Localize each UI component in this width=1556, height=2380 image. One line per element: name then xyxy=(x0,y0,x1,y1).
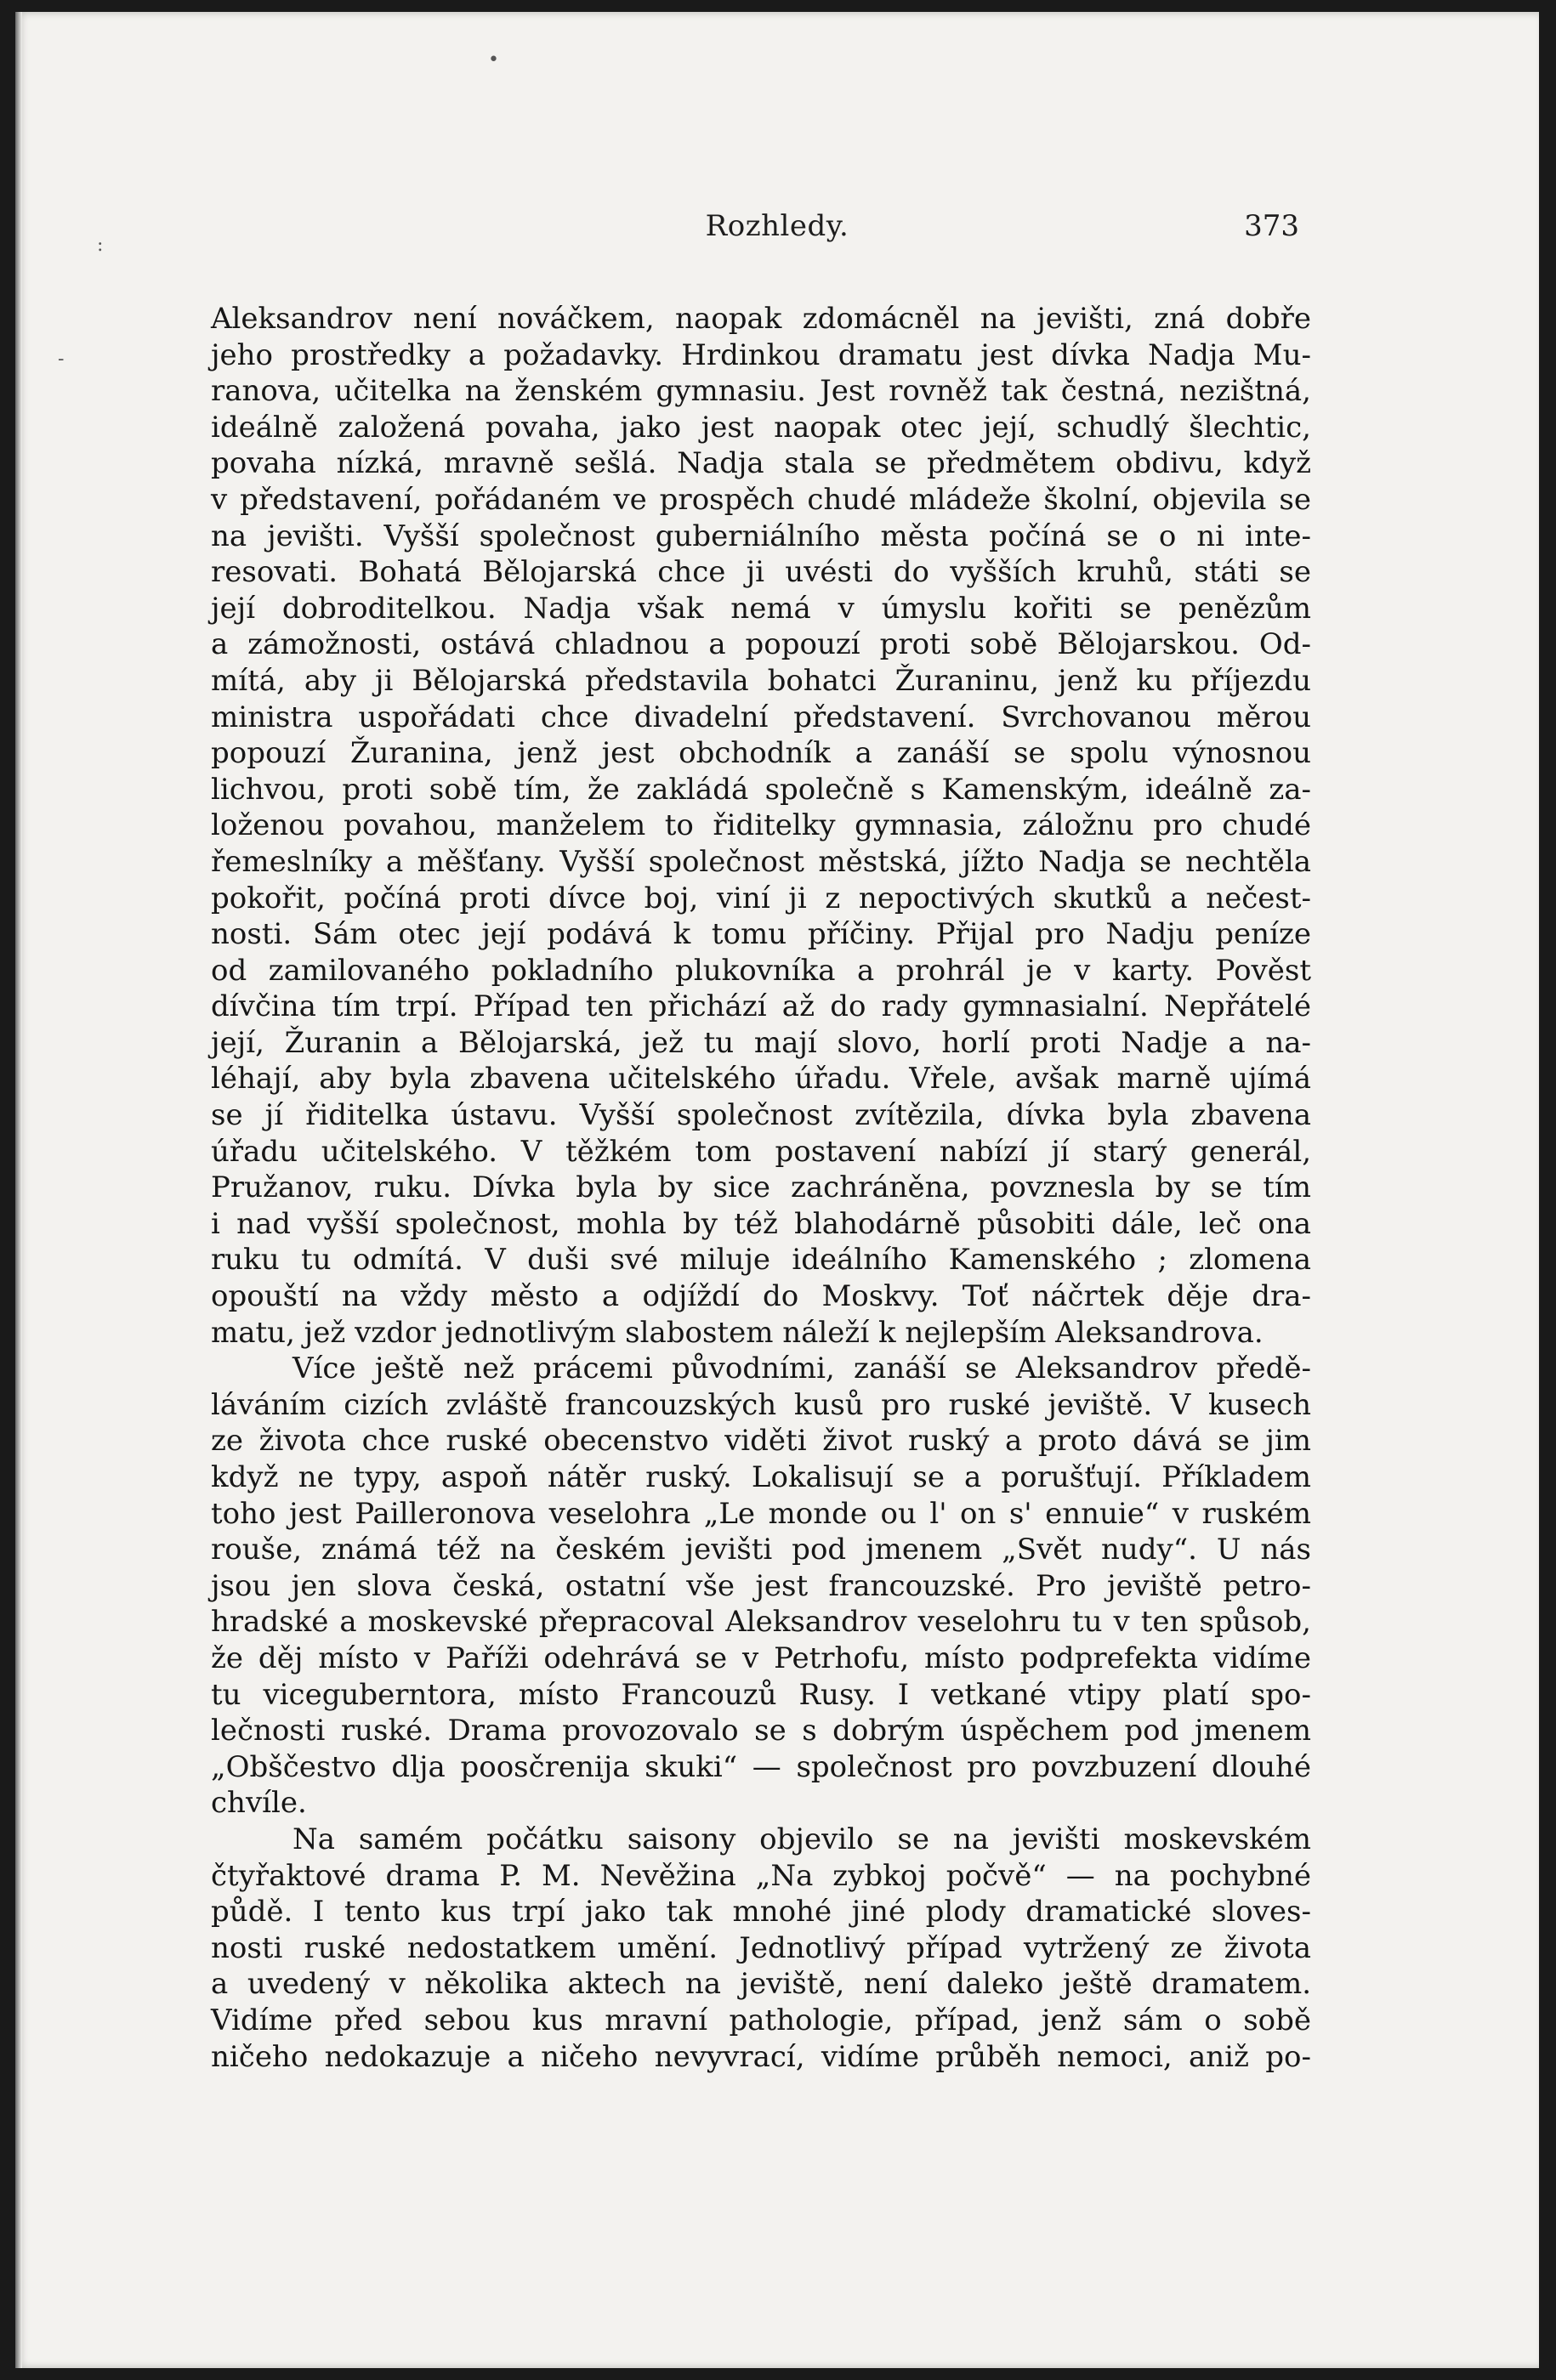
text-line: loženou povahou, manželem to řiditelky gymnasia, záložnu pro chudé xyxy=(211,808,1311,843)
text-line: ministra uspořádati chce divadelní představení. Svrchovanou měrou xyxy=(211,700,1311,734)
text-line: matu, jež vzdor jednotlivým slabostem náleží k nejlepším Aleksandrova. xyxy=(211,1315,1264,1350)
text-line: jsou jen slova česká, ostatní vše jest francouzské. Pro jeviště petro- xyxy=(211,1568,1311,1603)
text-line: opouští na vždy město a odjíždí do Moskvy. Toť náčrtek děje dra- xyxy=(211,1279,1311,1314)
text-line: Vidíme před sebou kus mravní pathologie, případ, jenž sám o sobě xyxy=(211,2003,1311,2037)
text-line: Aleksandrov není nováčkem, naopak zdomácněl na jevišti, zná dobře xyxy=(211,302,1311,336)
text-line: Pružanov, ruku. Dívka byla by sice zachráněna, povznesla by se tím xyxy=(211,1170,1311,1205)
scan-speck-icon: • xyxy=(488,49,499,71)
text-line: ze života chce ruské obecenstvo viděti život ruský a proto dává se jim xyxy=(211,1424,1311,1459)
body-text xyxy=(211,301,1311,2075)
text-line: že děj místo v Paříži odehrává se v Petrhofu, místo podprefekta vidíme xyxy=(211,1640,1311,1675)
text-line: v představení, pořádaném ve prospěch chudé mládeže školní, objevila se xyxy=(211,482,1311,517)
text-line: „Obščestvo dlja poosčrenija skuki“ — společnost pro povzbuzení dlouhé xyxy=(211,1749,1311,1784)
text-line: i nad vyšší společnost, mohla by též blahodárně působiti dále, leč ona xyxy=(211,1206,1311,1241)
text-line: když ne typy, aspoň nátěr ruský. Lokalisují se a porušťují. Příkladem xyxy=(211,1460,1311,1494)
text-line: mítá, aby ji Bělojarská představila bohatci Žuraninu, jenž ku příjezdu xyxy=(211,663,1311,698)
book-page xyxy=(15,12,1539,2368)
text-line: na jevišti. Vyšší společnost guberniálního města počíná se o ni inte- xyxy=(211,518,1311,553)
text-line: lečnosti ruské. Drama provozovalo se s dobrým úspěchem pod jmenem xyxy=(211,1714,1311,1748)
text-line: tu viceguberntora, místo Francouzů Rusy. I vetkané vtipy platí spo- xyxy=(211,1677,1311,1712)
text-line: láváním cizích zvláště francouzských kusů pro ruské jeviště. V kusech xyxy=(211,1387,1311,1422)
page-edge-shadow xyxy=(15,12,22,2368)
text-line: a zámožnosti, ostává chladnou a popouzí proti sobě Bělojarskou. Od- xyxy=(211,627,1311,662)
page-number: 373 xyxy=(1244,209,1299,243)
text-line: dívčina tím trpí. Případ ten přichází až do rady gymnasialní. Nepřátelé xyxy=(211,989,1311,1024)
text-line: popouzí Žuranina, jenž jest obchodník a zanáší se spolu výnosnou xyxy=(211,736,1311,771)
text-line: a uvedený v několika aktech na jeviště, není daleko ještě dramatem. xyxy=(211,1967,1311,2002)
text-line: ničeho nedokazuje a ničeho nevyvrací, vidíme průběh nemoci, aniž po- xyxy=(211,2039,1311,2074)
text-line: ideálně založená povaha, jako jest naopak otec její, schudlý šlechtic, xyxy=(211,410,1311,445)
text-line: Na samém počátku saisony objevilo se na jevišti moskevském xyxy=(292,1822,1311,1856)
text-line: povaha nízká, mravně sešlá. Nadja stala se předmětem obdivu, když xyxy=(211,446,1311,481)
scan-speck-icon: : xyxy=(97,235,104,256)
text-line: rouše, známá též na českém jevišti pod jmenem „Svět nudy“. U nás xyxy=(211,1533,1311,1567)
text-line: úřadu učitelského. V těžkém tom postavení nabízí jí starý generál, xyxy=(211,1134,1311,1169)
text-line: její, Žuranin a Bělojarská, jež tu mají slovo, horlí proti Nadje a na- xyxy=(211,1025,1311,1060)
scan-speck-icon: - xyxy=(58,348,65,370)
text-line: ranova, učitelka na ženském gymnasiu. Jest rovněž tak čestná, nezištná, xyxy=(211,374,1311,409)
text-line: lichvou, proti sobě tím, že zakládá společně s Kamenským, ideálně za- xyxy=(211,772,1311,807)
text-line: čtyřaktové drama P. M. Nevěžina „Na zybkoj počvě“ — na pochybné xyxy=(211,1858,1311,1893)
text-line: nosti ruské nedostatkem umění. Jednotlivý případ vytržený ze života xyxy=(211,1930,1311,1965)
text-line: ruku tu odmítá. V duši své miluje ideálního Kamenského ; zlomena xyxy=(211,1243,1311,1278)
text-line: chvíle. xyxy=(211,1786,307,1821)
text-line: Více ještě než prácemi původními, zanáší se Aleksandrov předě- xyxy=(292,1352,1311,1386)
text-line: nosti. Sám otec její podává k tomu příčiny. Přijal pro Nadju peníze xyxy=(211,917,1311,952)
page-header xyxy=(15,209,1539,260)
running-head: Rozhledy. xyxy=(705,209,849,243)
text-line: řemeslníky a měšťany. Vyšší společnost městská, jížto Nadja se nechtěla xyxy=(211,844,1311,879)
text-line: resovati. Bohatá Bělojarská chce ji uvésti do vyšších kruhů, státi se xyxy=(211,555,1311,590)
text-line: jeho prostředky a požadavky. Hrdinkou dramatu jest dívka Nadja Mu- xyxy=(211,337,1311,372)
text-line: od zamilovaného pokladního plukovníka a prohrál je v karty. Pověst xyxy=(211,953,1311,988)
text-line: se jí řiditelka ústavu. Vyšší společnost zvítězila, dívka byla zbavena xyxy=(211,1098,1311,1133)
text-line: její dobroditelkou. Nadja však nemá v úmyslu kořiti se penězům xyxy=(211,591,1311,626)
text-line: půdě. I tento kus trpí jako tak mnohé jiné plody dramatické sloves- xyxy=(211,1895,1311,1930)
text-line: pokořit, počíná proti dívce boj, viní ji z nepoctivých skutků a nečest- xyxy=(211,881,1311,915)
text-line: léhají, aby byla zbavena učitelského úřadu. Vřele, avšak marně ujímá xyxy=(211,1062,1311,1096)
text-line: hradské a moskevské přepracoval Aleksandrov veselohru tu v ten spůsob, xyxy=(211,1605,1311,1640)
text-line: toho jest Pailleronova veselohra „Le monde ou l' on s' ennuie“ v ruském xyxy=(211,1496,1311,1531)
